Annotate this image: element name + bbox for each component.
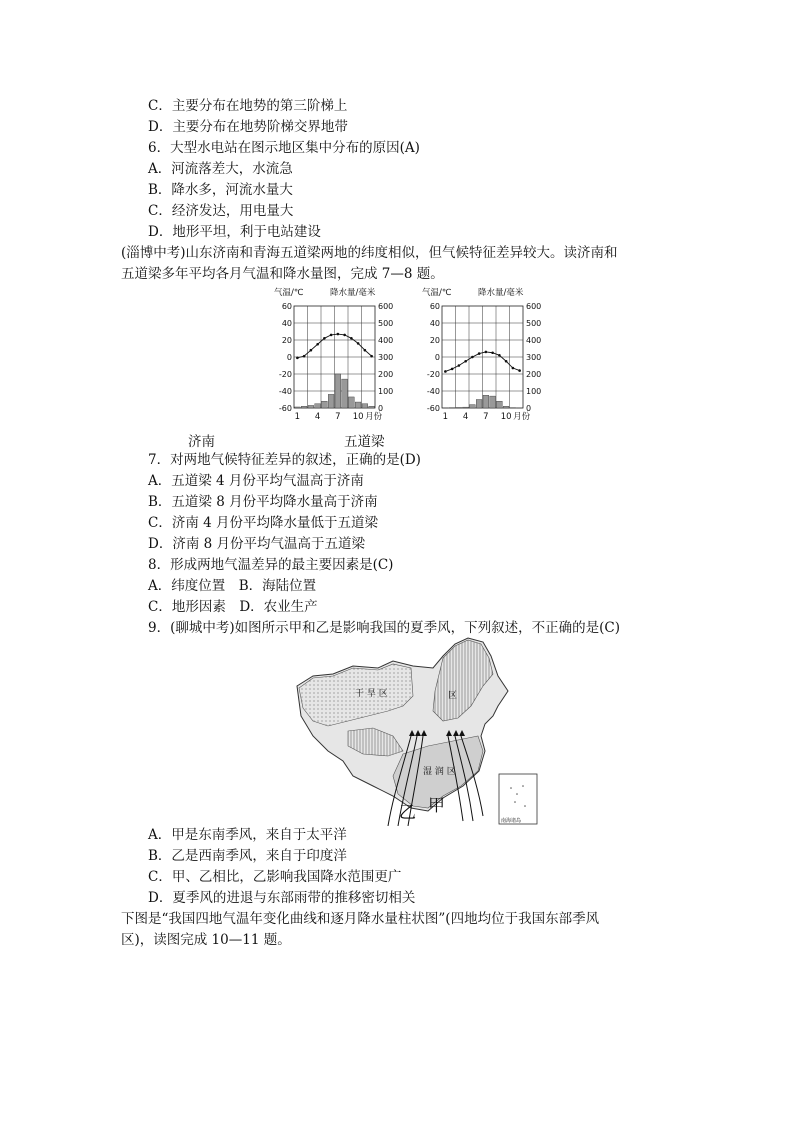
- y-left-label: 气温/℃: [422, 288, 452, 298]
- precip-bar: [497, 401, 503, 408]
- precip-bar: [456, 407, 462, 408]
- precip-bar: [315, 404, 321, 408]
- tick-precip: 300: [526, 353, 542, 362]
- intro-paragraph-10-11: 下图是“我国四地气温年变化曲线和逐月降水量柱状图”(四地均位于我国东部季风: [121, 911, 600, 927]
- x-tick: 10: [352, 412, 364, 422]
- option-a-q7: A．五道梁 4 月份平均气温高于济南: [148, 473, 364, 489]
- option-c-q6: C．经济发达，用电量大: [148, 203, 294, 219]
- temperature-point: [316, 343, 319, 346]
- option-c-q7: C．济南 4 月份平均降水量低于五道梁: [148, 515, 379, 531]
- question-7: 7．对两地气候特征差异的叙述，正确的是(D): [148, 452, 421, 468]
- option-d-q7: D．济南 8 月份平均气温高于五道梁: [148, 536, 365, 552]
- x-tick: 10: [500, 412, 512, 422]
- temperature-point: [310, 349, 313, 352]
- temperature-point: [296, 357, 299, 360]
- precip-bar: [301, 406, 307, 408]
- x-axis-label: 月份: [365, 412, 383, 422]
- tick-precip: 400: [378, 336, 394, 345]
- precip-bar: [328, 394, 334, 408]
- tick-precip: 600: [378, 302, 394, 311]
- tick-temp: 40: [429, 319, 440, 328]
- temperature-point: [458, 364, 461, 367]
- temperature-point: [505, 360, 508, 363]
- temperature-point: [364, 349, 367, 352]
- precip-bar: [463, 407, 469, 408]
- precip-bar: [369, 406, 375, 408]
- temperature-point: [512, 367, 515, 370]
- precip-bar: [483, 395, 489, 408]
- precip-bar: [362, 404, 368, 408]
- option-d-q9: D．夏季风的进退与东部雨带的推移密切相关: [148, 890, 416, 906]
- precip-bar: [322, 401, 328, 408]
- temperature-point: [330, 334, 333, 337]
- option-b-q9: B．乙是西南季风，来自于印度洋: [148, 848, 347, 864]
- tick-precip: 0: [526, 404, 532, 413]
- intro-paragraph-10-11-cont: 区)，读图完成 10—11 题。: [121, 932, 291, 948]
- caption-jinan: 济南: [188, 434, 215, 450]
- tick-precip: 300: [378, 353, 394, 362]
- option-a-q6: A．河流落差大，水流急: [148, 161, 293, 177]
- temperature-point: [471, 356, 474, 359]
- question-9: 9．(聊城中考)如图所示甲和乙是影响我国的夏季风，下列叙述，不正确的是(C): [148, 620, 620, 636]
- option-d-q6: D．地形平坦，利于电站建设: [148, 224, 321, 240]
- intro-paragraph-7-8: (淄博中考)山东济南和青海五道梁两地的纬度相似，但气候特征差异较大。读济南和: [121, 245, 618, 261]
- precip-bar: [503, 406, 509, 408]
- x-tick: 7: [335, 412, 341, 422]
- inset-label: 南海诸岛: [501, 818, 522, 824]
- tick-precip: 600: [526, 302, 542, 311]
- climate-chart-jinan-svg: [270, 284, 405, 429]
- question-6: 6．大型水电站在图示地区集中分布的原因(A): [148, 140, 420, 156]
- label-humid-region: 湿 润 区: [423, 767, 456, 777]
- option-a-q9: A．甲是东南季风，来自于太平洋: [148, 827, 347, 843]
- x-tick: 7: [483, 412, 489, 422]
- temperature-point: [370, 355, 373, 358]
- x-tick: 4: [462, 412, 469, 422]
- temperature-point: [485, 351, 488, 354]
- precip-bar: [355, 402, 361, 408]
- tick-temp: 60: [281, 302, 292, 311]
- label-dry-region: 干 旱 区: [355, 689, 388, 699]
- y-right-label: 降水量/毫米: [330, 288, 376, 298]
- tick-temp: -20: [426, 370, 440, 379]
- temperature-point: [478, 352, 481, 355]
- temperature-point: [350, 337, 353, 340]
- precip-bar: [335, 374, 341, 408]
- options-cd-q8: C．地形因素 D．农业生产: [148, 599, 318, 615]
- option-b-q7: B．五道梁 8 月份平均降水量高于济南: [148, 494, 378, 510]
- tick-precip: 200: [378, 370, 394, 379]
- question-8: 8．形成两地气温差异的最主要因素是(C): [148, 557, 394, 573]
- option-b-q6: B．降水多，河流水量大: [148, 182, 293, 198]
- precip-bar: [295, 407, 301, 408]
- x-axis-label: 月份: [513, 412, 531, 422]
- precip-bar: [342, 379, 348, 408]
- temperature-point: [343, 334, 346, 337]
- tick-temp: -60: [278, 404, 292, 413]
- y-right-label: 降水量/毫米: [478, 288, 524, 298]
- climate-chart-wudaoliang-svg: [418, 284, 553, 429]
- tick-temp: -20: [278, 370, 292, 379]
- china-monsoon-map: [293, 636, 540, 826]
- label-region-ne: 区: [448, 691, 458, 701]
- temperature-point: [518, 369, 521, 372]
- temperature-point: [464, 360, 467, 363]
- tick-temp: -60: [426, 404, 440, 413]
- intro-paragraph-7-8-cont: 五道梁多年平均各月气温和降水量图，完成 7—8 题。: [121, 266, 444, 282]
- temperature-point: [491, 351, 494, 354]
- temperature-point: [323, 337, 326, 340]
- chart-wudaoliang: [418, 284, 553, 429]
- precip-bar: [490, 396, 496, 408]
- tick-temp: 20: [281, 336, 292, 345]
- tick-precip: 500: [526, 319, 542, 328]
- x-tick: 4: [314, 412, 321, 422]
- options-ab-q8: A．纬度位置 B．海陆位置: [148, 578, 317, 594]
- tick-temp: 0: [286, 353, 292, 362]
- tick-precip: 400: [526, 336, 542, 345]
- tick-precip: 100: [526, 387, 542, 396]
- tick-temp: -40: [278, 387, 292, 396]
- tick-temp: 0: [434, 353, 440, 362]
- tick-precip: 0: [378, 404, 384, 413]
- tick-precip: 500: [378, 319, 394, 328]
- y-left-label: 气温/℃: [274, 288, 304, 298]
- south-china-sea-inset: [499, 774, 537, 824]
- precip-bar: [349, 397, 355, 408]
- x-tick: 1: [294, 412, 301, 422]
- tick-precip: 100: [378, 387, 394, 396]
- temperature-point: [303, 355, 306, 358]
- temperature-point: [498, 354, 501, 357]
- temperature-point: [357, 342, 360, 345]
- temperature-point: [451, 368, 454, 371]
- option-d-q5: D．主要分布在地势阶梯交界地带: [148, 119, 348, 135]
- temperature-point: [444, 370, 447, 373]
- temperature-point: [337, 333, 340, 336]
- option-c-q9: C．甲、乙相比，乙影响我国降水范围更广: [148, 869, 402, 885]
- caption-wudaoliang: 五道梁: [344, 434, 385, 450]
- tick-temp: 40: [281, 319, 292, 328]
- precip-bar: [308, 405, 314, 408]
- tick-temp: 60: [429, 302, 440, 311]
- tick-temp: 20: [429, 336, 440, 345]
- tick-temp: -40: [426, 387, 440, 396]
- precip-bar: [476, 400, 482, 409]
- precip-bar: [470, 405, 476, 408]
- x-tick: 1: [442, 412, 449, 422]
- chart-jinan: [270, 284, 405, 429]
- label-jia: 甲: [428, 796, 445, 816]
- tick-precip: 200: [526, 370, 542, 379]
- option-c-q5: C．主要分布在地势的第三阶梯上: [148, 98, 348, 114]
- label-yi: 乙: [399, 803, 416, 823]
